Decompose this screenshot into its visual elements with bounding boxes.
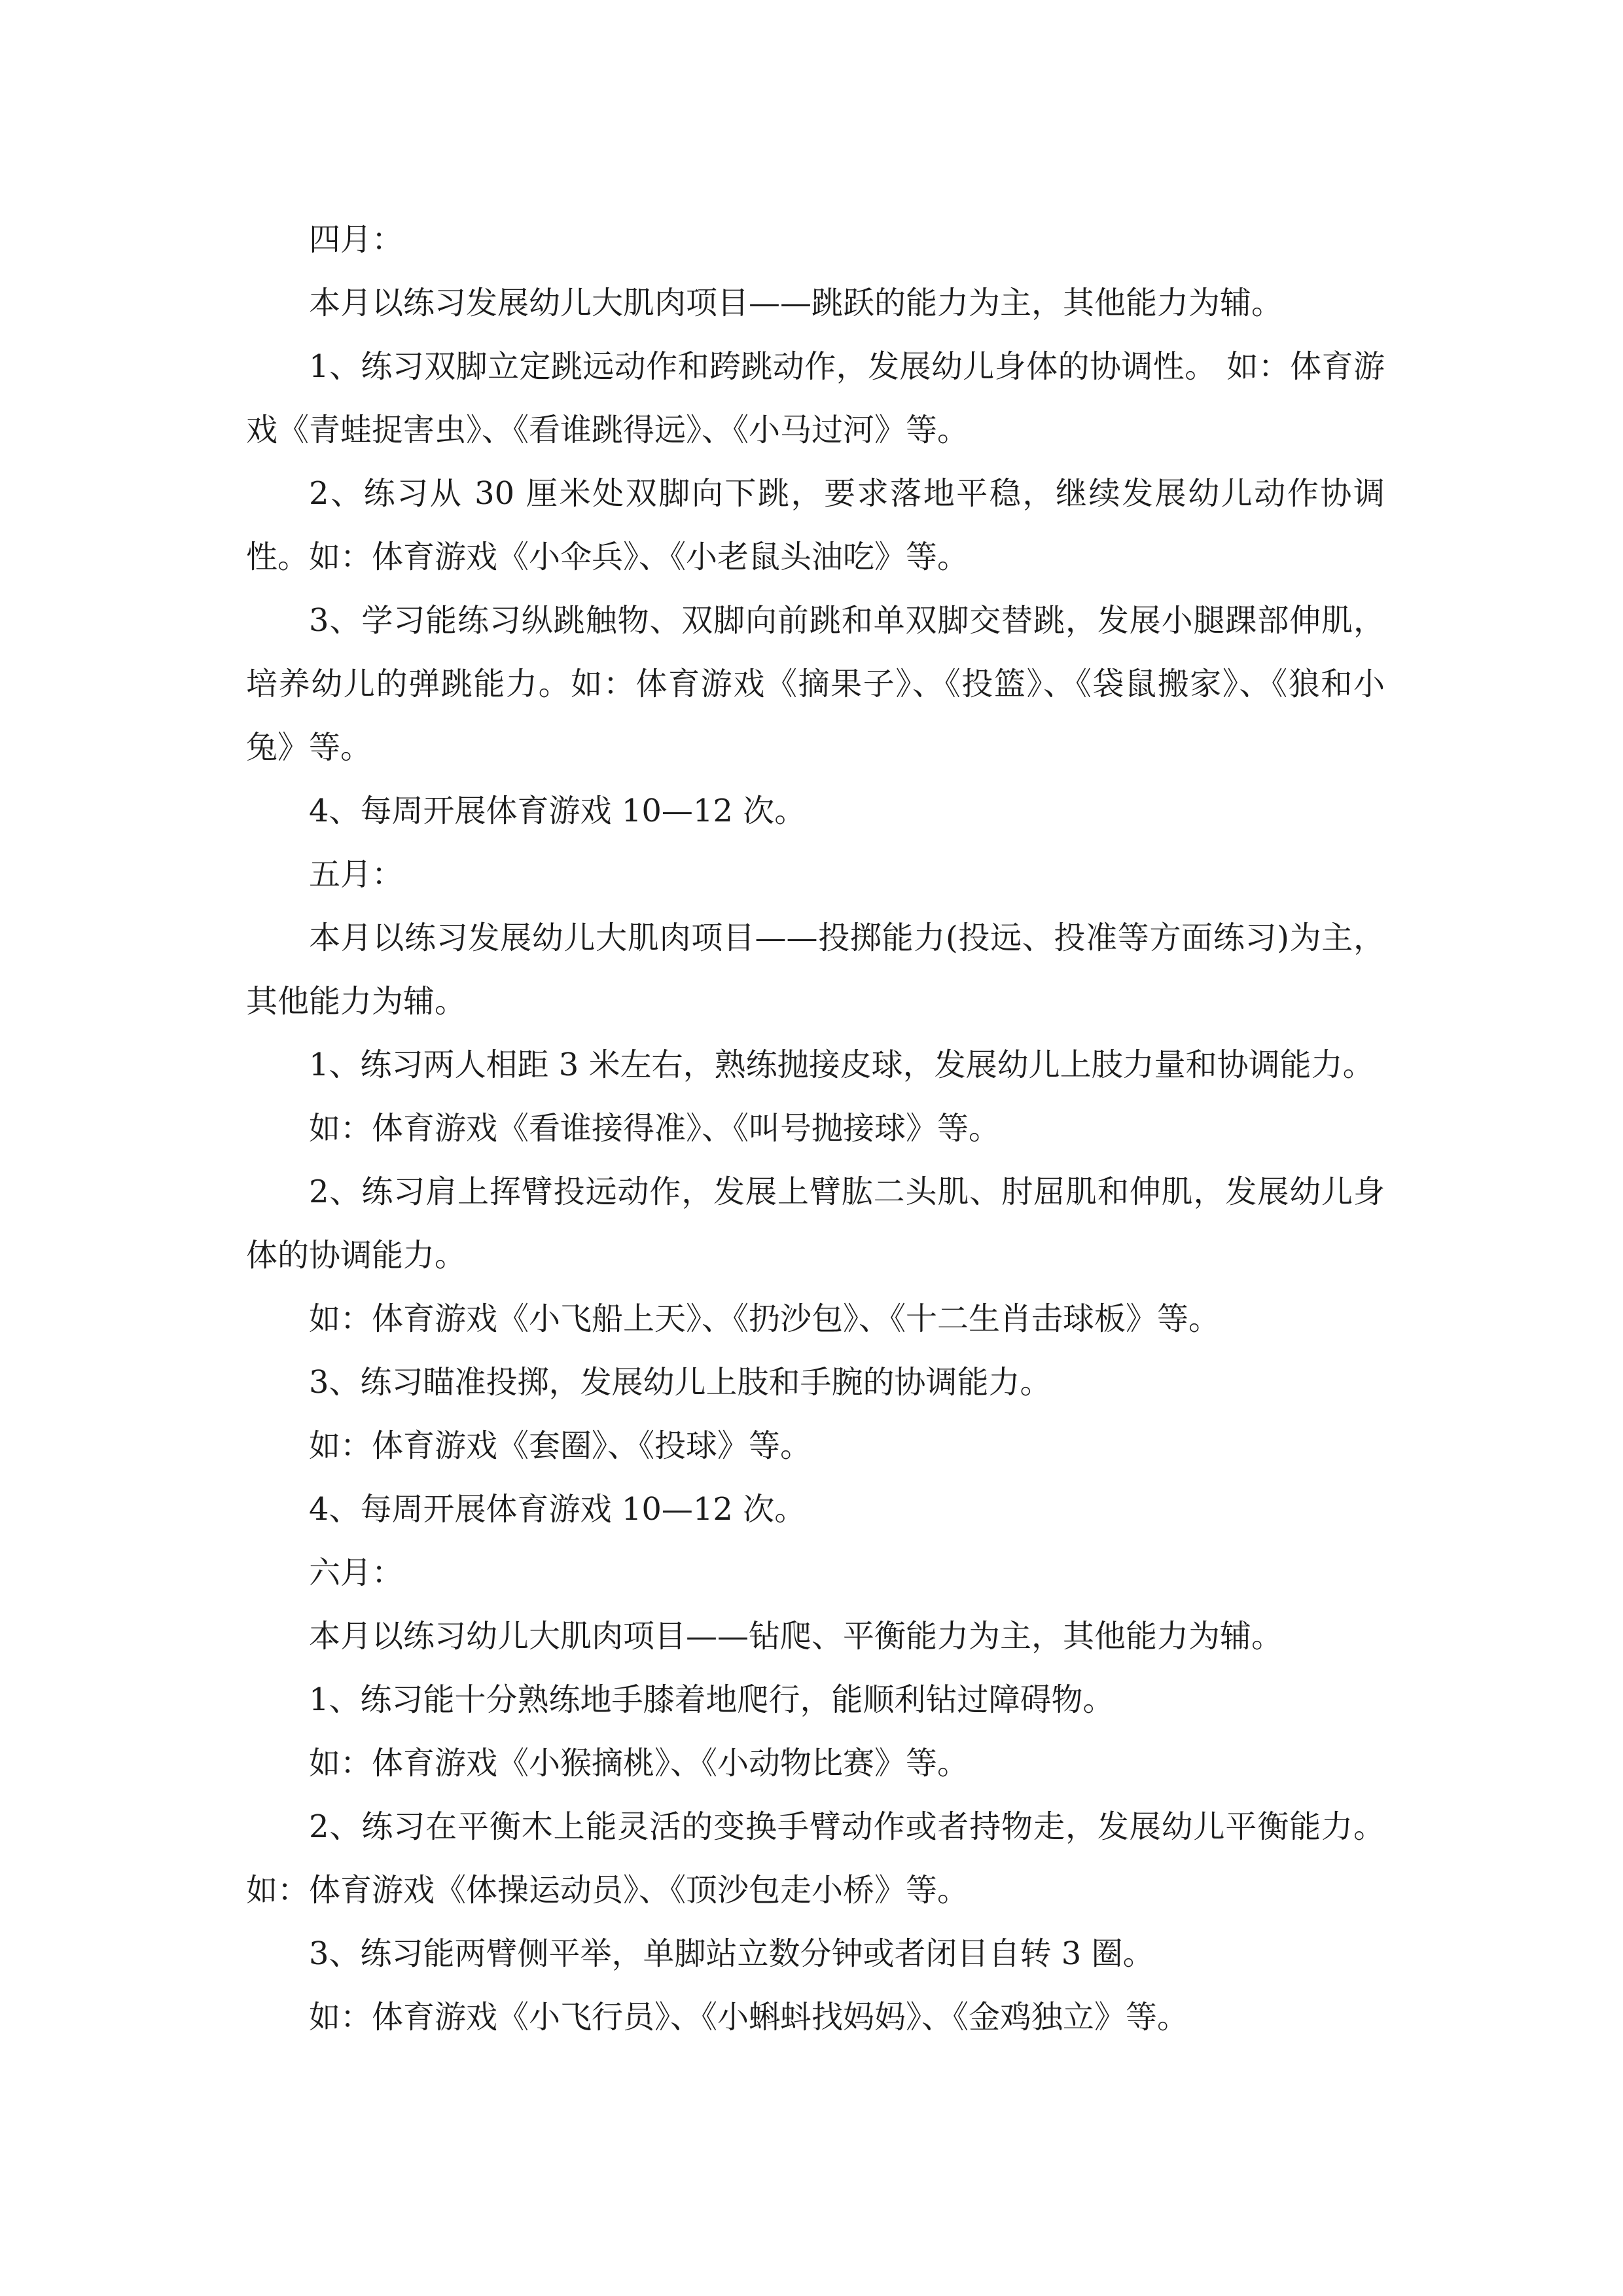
paragraph: 如：体育游戏《小飞船上天》、《扔沙包》、《十二生肖击球板》等。 <box>309 1300 1221 1337</box>
paragraph: 如：体育游戏《小猴摘桃》、《小动物比赛》等。 <box>309 1745 969 1782</box>
paragraph: 本月以练习发展幼儿大肌肉项目——投掷能力(投远、投准等方面练习)为主，其他能力为辅。 <box>246 920 1385 1020</box>
paragraph: 4、每周开展体育游戏 10—12 次。 <box>309 793 806 829</box>
heading-june: 六月： <box>309 1554 404 1591</box>
paragraph: 如：体育游戏《小飞行员》、《小蝌蚪找妈妈》、《金鸡独立》等。 <box>309 1999 1189 2036</box>
paragraph: 如：体育游戏《套圈》、《投球》等。 <box>309 1427 812 1464</box>
paragraph: 如：体育游戏《看谁接得准》、《叫号抛接球》等。 <box>309 1110 1001 1147</box>
paragraph: 本月以练习幼儿大肌肉项目——钻爬、平衡能力为主，其他能力为辅。 <box>309 1618 1283 1655</box>
paragraph: 2、练习肩上挥臂投远动作，发展上臂肱二头肌、肘屈肌和伸肌，发展幼儿身体的协调能力。 <box>246 1174 1385 1274</box>
paragraph: 3、练习能两臂侧平举，单脚站立数分钟或者闭目自转 3 圈。 <box>309 1935 1154 1972</box>
paragraph: 2、练习从 30 厘米处双脚向下跳，要求落地平稳，继续发展幼儿动作协调性。如：体育游戏《小伞兵》、《小老鼠头油吃》等。 <box>246 475 1385 575</box>
heading-april: 四月： <box>309 221 404 258</box>
paragraph: 1、练习能十分熟练地手膝着地爬行，能顺利钻过障碍物。 <box>309 1681 1115 1718</box>
paragraph: 1、练习两人相距 3 米左右，熟练抛接皮球，发展幼儿上肢力量和协调能力。 <box>309 1047 1374 1083</box>
document-body <box>246 208 1385 2049</box>
paragraph: 本月以练习发展幼儿大肌肉项目——跳跃的能力为主，其他能力为辅。 <box>309 285 1283 321</box>
paragraph: 4、每周开展体育游戏 10—12 次。 <box>309 1491 806 1528</box>
paragraph: 1、练习双脚立定跳远动作和跨跳动作，发展幼儿身体的协调性。 如：体育游戏《青蛙捉害虫》、《看谁跳得远》、《小马过河》等。 <box>246 348 1385 448</box>
paragraph: 3、学习能练习纵跳触物、双脚向前跳和单双脚交替跳，发展小腿踝部伸肌，培养幼儿的弹跳能力。如：体育游戏《摘果子》、《投篮》、《袋鼠搬家》、《狼和小兔》等。 <box>246 602 1385 766</box>
heading-may: 五月： <box>309 856 404 893</box>
paragraph: 2、练习在平衡木上能灵活的变换手臂动作或者持物走，发展幼儿平衡能力。如：体育游戏《体操运动员》、《顶沙包走小桥》等。 <box>246 1808 1385 1909</box>
paragraph: 3、练习瞄准投掷，发展幼儿上肢和手腕的协调能力。 <box>309 1364 1052 1401</box>
